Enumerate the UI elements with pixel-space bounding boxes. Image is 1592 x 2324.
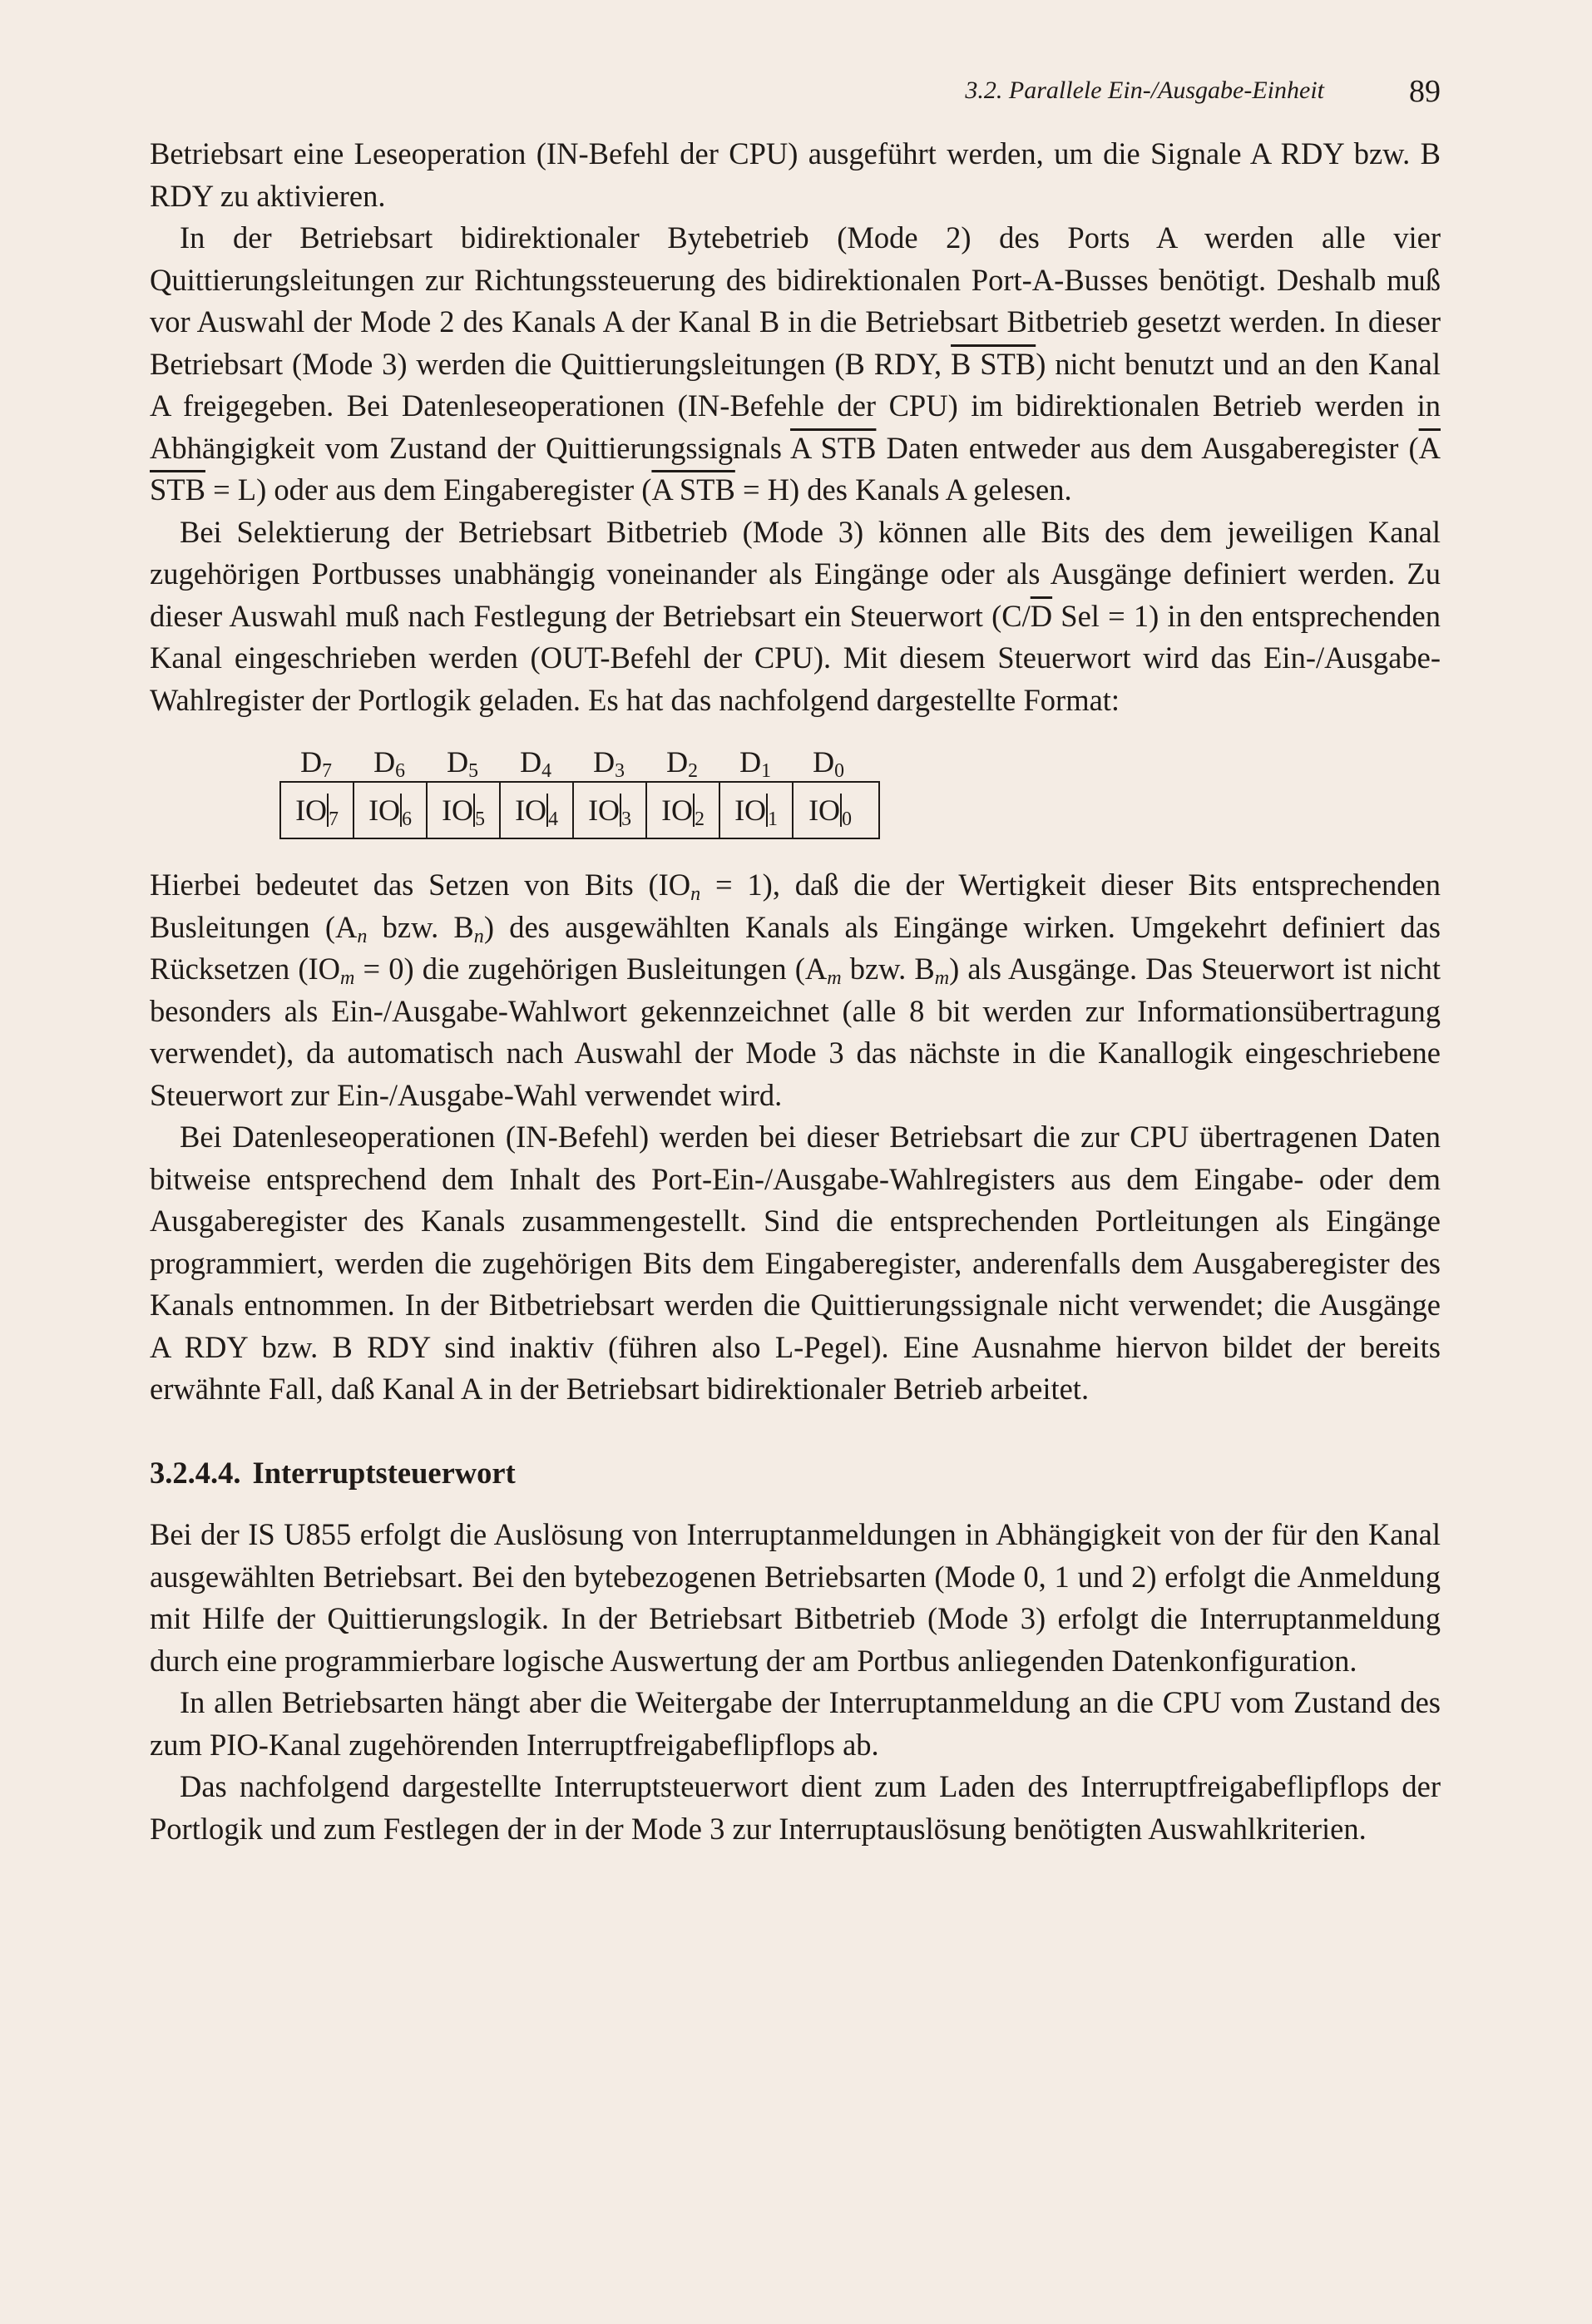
section-heading [150,1452,1441,1495]
register-cell: $IO_6$ [354,783,428,838]
bit-label: $D_3$ [593,745,625,782]
paragraph-4-text-a: Hierbei bedeutet das Setzen von Bits (IO [150,868,691,902]
register-cells [279,781,880,839]
subscript-m: m [934,967,950,990]
section-title: Interruptsteuerwort [252,1455,516,1490]
register-cell: $IO_0$ [808,794,852,830]
paragraph-7 [150,1682,1441,1766]
page-number: 89 [1409,74,1441,109]
bit-label: $D_4$ [520,745,551,782]
paragraph-2 [150,217,1441,512]
subscript-n: n [357,925,368,947]
paragraph-4-text-e: = 0) die zugehörigen Busleitungen (A [354,952,828,986]
register-cell: $IO_2$ [647,783,720,838]
paragraph-1 [150,133,1441,217]
subscript-n: n [473,925,484,947]
bit-label: $D_6$ [373,745,405,782]
bit-label: $D_1$ [739,745,771,782]
bit-label: $D_0$ [813,745,844,782]
paragraph-2-text-e: = H) des Kanals A gelesen. [734,472,1072,507]
paragraph-8 [150,1766,1441,1850]
bit-label: $D_7$ [300,745,332,782]
subscript-m: m [340,967,355,990]
paragraph-2-text-a: In der Betriebsart bidirektionaler Bytebetrieb (Mode 2) des Ports A werden alle vier Quittierungsleitungen zur Richtungssteuerung des bidirektionalen Port-A-Busses benötigt. Deshalb muß vor Auswahl der Mode 2 des Kanals A der Kanal B in die Betriebsart Bitbetrieb gesetzt werden. In dieser Betriebsart (Mode 3) werden die Quittierungsleitungen (B RDY, [150,220,1441,381]
signal-a-stb-low: A STB [150,430,1441,507]
section-number: 3.2.4.4. [150,1455,241,1490]
paragraph-4-text-g: ) als Ausgänge. Das Steuerwort ist nicht besonders als Ein-/Ausgabe-Wahlwort gekennzeichnet (alle 8 bit werden zur Informationsübertragung verwendet), da automatisch nach Auswahl der Mode 3 das nächste in die Kanallogik eingeschriebene Steuerwort zur Ein-/Ausgabe-Wahl verwendet wird. [150,952,1441,1112]
paragraph-6 [150,1514,1441,1682]
paragraph-2-text-c: Daten entweder aus dem Ausgaberegister ( [876,430,1419,465]
signal-a-stb-high: A STB [651,472,735,507]
body-text [150,133,1441,1850]
register-cell: $IO_4$ [501,783,574,838]
paragraph-3-text-b: Sel = 1) in den entsprechenden Kanal eingeschrieben werden (OUT-Befehl der CPU). Mit diesem Steuerwort wird das Ein-/Ausgabe-Wahlregister der Portlogik geladen. Es hat das nachfolgend dargestellte Format: [150,598,1441,717]
paragraph-4-text-f: bzw. B [841,952,935,986]
paragraph-1-text: Betriebsart eine Leseoperation (IN-Befehl der CPU) ausgeführt werden, um die Signale A RDY bzw. B RDY zu aktivieren. [150,136,1441,213]
paragraph-4-text-b: = 1), daß die der Wertigkeit dieser Bits entsprechenden Busleitungen (A [150,868,1441,944]
paragraph-5 [150,1116,1441,1411]
io-select-register-format [279,743,887,839]
paragraph-3 [150,512,1441,722]
paragraph-2-text-b: ) nicht benutzt und an den Kanal A freigegeben. Bei Datenleseoperationen (IN-Befehle der CPU) im bidirektionalen Betrieb werden in Abhängigkeit vom Zustand der Quittierungssignals [150,346,1441,465]
running-title: 3.2. Parallele Ein-/Ausgabe-Einheit [965,77,1324,104]
signal-b-stb: B STB [951,346,1036,381]
page-header [150,73,1441,115]
signal-a-stb: A STB [790,430,877,465]
signal-d-bar: $\overline{D}$ [1030,598,1053,633]
paragraph-6-text: Bei der IS U855 erfolgt die Auslösung von Interruptanmeldungen in Abhängigkeit von der für den Kanal ausgewählten Betriebsart. Bei den bytebezogenen Betriebsarten (Mode 0, 1 und 2) erfolgt die Anmeldung mit Hilfe der Quittierungslogik. In der Betriebsart Bitbetrieb (Mode 3) erfolgt die Interruptanmeldung durch eine programmierbare logische Auswertung der am Portbus anliegenden Datenkonfiguration. [150,1517,1441,1678]
paragraph-3-text-a: Bei Selektierung der Betriebsart Bitbetrieb (Mode 3) können alle Bits des dem jeweiligen Kanal zugehörigen Portbusses unabhängig voneinander als Eingänge oder als Ausgänge definiert werden. Zu dieser Auswahl muß nach Festlegung der Betriebsart ein Steuerwort (C/ [150,514,1441,633]
register-cell: $IO_7$ [281,783,354,838]
bit-label: $D_2$ [666,745,698,782]
paragraph-7-text: In allen Betriebsarten hängt aber die Weitergabe der Interruptanmeldung an die CPU vom Zustand des zum PIO-Kanal zugehörenden Interruptfreigabeflipflops ab. [150,1685,1441,1762]
register-cell: $IO_3$ [574,783,647,838]
register-cell: $IO_5$ [428,783,501,838]
paragraph-8-text: Das nachfolgend dargestellte Interruptsteuerwort dient zum Laden des Interruptfreigabeflipflops der Portlogik und zum Festlegen der in der Mode 3 zur Interruptauslösung benötigten Auswahlkriterien. [150,1769,1441,1846]
paragraph-2-text-d: = L) oder aus dem Eingaberegister ( [205,472,652,507]
paragraph-4-text-c: bzw. B [367,909,474,944]
paragraph-4-text-d: ) des ausgewählten Kanals als Eingänge wirken. Umgekehrt definiert das Rücksetzen (IO [150,909,1441,986]
bit-label: $D_5$ [447,745,478,782]
register-bit-labels [279,743,887,781]
paragraph-5-text: Bei Datenleseoperationen (IN-Befehl) werden bei dieser Betriebsart die zur CPU übertragenen Daten bitweise entsprechend dem Inhalt des Port-Ein-/Ausgabe-Wahlregisters aus dem Eingabe- oder dem Ausgaberegister des Kanals zusammengestellt. Sind die entsprechenden Portleitungen als Eingänge programmiert, werden die zugehörigen Bits dem Eingaberegister, anderenfalls dem Ausgaberegister des Kanals entnommen. In der Bitbetriebsart werden die Quittierungssignale nicht verwendet; die Ausgänge A RDY bzw. B RDY sind inaktiv (führen also L-Pegel). Eine Ausnahme hiervon bildet der bereits erwähnte Fall, daß Kanal A in der Betriebsart bidirektionaler Betrieb arbeitet. [150,1120,1441,1406]
subscript-n: n [690,883,701,906]
register-cell: $IO_1$ [720,783,794,838]
subscript-m: m [827,967,842,990]
paragraph-4 [150,864,1441,1116]
